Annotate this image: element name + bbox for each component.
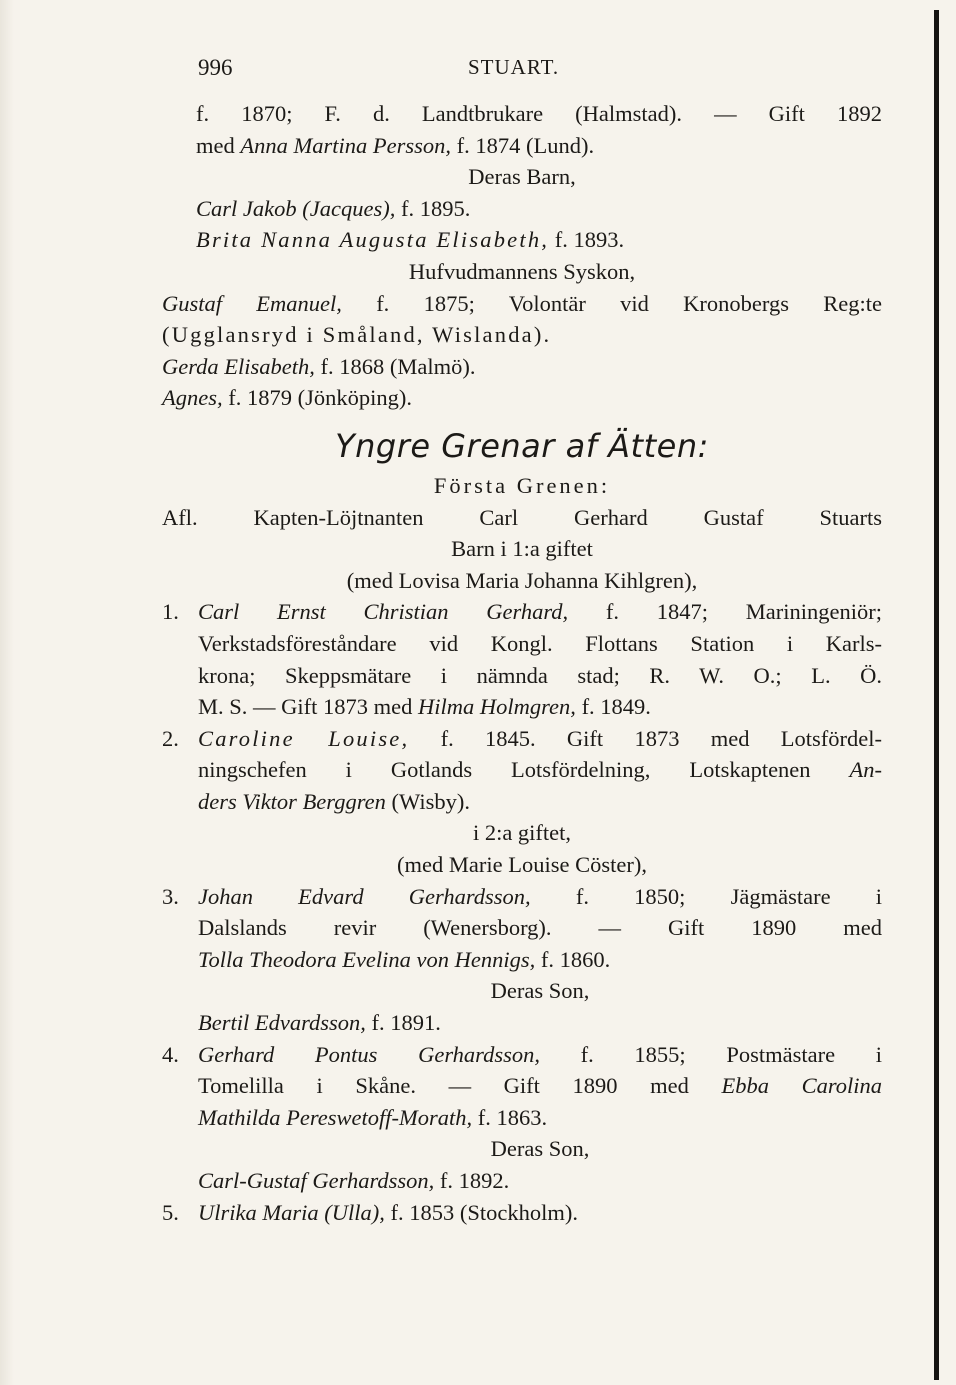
person-name: Caroline Louise,	[198, 725, 410, 751]
section-caption: (med Lovisa Maria Johanna Kihlgren),	[346, 567, 698, 593]
line-text: f. 1863.	[472, 1104, 548, 1130]
text-line	[162, 288, 882, 320]
text-line	[198, 786, 882, 818]
text-line	[162, 565, 882, 597]
line-text: f. 1853 (Stockholm).	[384, 1199, 578, 1225]
text-line	[162, 849, 882, 881]
line-text: M. S. — Gift 1873 med	[198, 694, 419, 720]
text-line	[162, 98, 882, 130]
person-name: Johan Edvard Gerhardsson,	[198, 883, 531, 909]
line-text: f. 1868 (Malmö).	[314, 353, 476, 379]
line-text: f. 1847; Mariningeniör;	[568, 599, 882, 625]
text-line	[162, 502, 882, 534]
text-line	[198, 975, 882, 1007]
line-text: f. 1891.	[365, 1010, 441, 1036]
person-name: Carl Jakob (Jacques),	[196, 195, 396, 221]
line-text: f. 1850; Jägmästare i	[530, 883, 882, 909]
line-text: f. 1879 (Jönköping).	[222, 385, 412, 411]
entry-number: 4.	[162, 1041, 179, 1067]
person-name: Carl Ernst Christian Gerhard,	[198, 599, 569, 625]
line-text: f. 1892.	[434, 1168, 510, 1193]
line-text: krona; Skeppsmätare i nämnda stad; R. W. O.; L. Ö.	[198, 662, 882, 688]
line-text: f. 1874 (Lund).	[451, 132, 595, 158]
running-head: STUART.	[468, 55, 560, 79]
person-name: Gerda Elisabeth,	[162, 353, 315, 379]
person-name: Ulrika Maria (Ulla),	[198, 1199, 385, 1225]
person-name: Bertil Edvardsson,	[198, 1010, 366, 1036]
section-caption: Deras Son,	[490, 978, 590, 1004]
person-name: Tolla Theodora Evelina von Hennigs,	[198, 946, 536, 972]
section-caption: Deras Barn,	[468, 164, 576, 190]
text-line	[162, 881, 882, 913]
entry-number: 1.	[162, 599, 179, 625]
line-text: (Ugglansryd i Småland, Wislanda).	[162, 322, 552, 348]
text-line	[162, 382, 882, 414]
text-line	[198, 912, 882, 944]
text-line	[162, 130, 882, 162]
page-header	[198, 52, 846, 98]
line-text: f. 1870; F. d. Landtbrukare (Halmstad). — Gift 1892	[196, 101, 882, 126]
text-line	[198, 1133, 882, 1165]
text-line	[198, 1102, 882, 1134]
page-binding-rule	[934, 10, 939, 1380]
text-line	[162, 596, 882, 628]
text-line	[162, 533, 882, 565]
person-name: Gustaf Emanuel,	[162, 290, 342, 316]
section-caption: (med Marie Louise Cöster),	[397, 852, 647, 878]
person-name: An-	[849, 757, 882, 783]
person-name: Brita Nanna Augusta Elisabeth,	[196, 227, 550, 253]
person-name: Ebba Carolina	[721, 1073, 882, 1099]
entry-1	[162, 596, 882, 722]
entry-number: 3.	[162, 883, 179, 909]
entry-4	[162, 1039, 882, 1197]
text-line	[198, 1165, 882, 1197]
line-text: f. 1860.	[535, 946, 611, 972]
text-line	[162, 351, 882, 383]
line-text: Afl. Kapten-Löjtnanten Carl Gerhard Gustaf Stuarts	[162, 504, 882, 530]
text-line	[198, 628, 882, 660]
section-caption: Hufvudmannens Syskon,	[408, 258, 636, 284]
line-text: med	[196, 132, 241, 158]
person-name: Hilma Holmgren,	[418, 694, 576, 720]
section-caption: Barn i 1:a giftet	[451, 536, 593, 562]
person-name: Carl-Gustaf Gerhardsson,	[198, 1168, 435, 1193]
text-line	[162, 193, 882, 225]
text-line	[198, 1070, 882, 1102]
text-line	[198, 944, 882, 976]
line-text: f. 1845. Gift 1873 med Lotsfördel-	[409, 725, 882, 751]
line-text: f. 1895.	[395, 195, 471, 221]
text-line	[162, 161, 882, 193]
text-line	[162, 1039, 882, 1071]
person-name: Anna Martina Persson,	[240, 132, 451, 158]
text-line	[198, 660, 882, 692]
section-heading: Yngre Grenar af Ätten:	[335, 426, 709, 465]
text-line	[162, 319, 882, 351]
entry-number: 5.	[162, 1199, 179, 1225]
line-text: f. 1849.	[575, 694, 651, 720]
section-caption: i 2:a giftet,	[472, 820, 572, 846]
section-caption: Deras Son,	[490, 1136, 590, 1162]
line-text: Verkstadsföreståndare vid Kongl. Flottans Station i Karls-	[198, 630, 882, 656]
person-name: ders Viktor Berggren	[198, 788, 386, 814]
line-text: (Wisby).	[385, 788, 470, 814]
text-line	[198, 754, 882, 786]
text-line	[198, 691, 882, 723]
entry-5	[162, 1197, 882, 1229]
person-name: Agnes,	[162, 385, 223, 411]
text-line	[198, 1007, 882, 1039]
entry-2	[162, 723, 882, 818]
person-name: Gerhard Pontus Gerhardsson,	[198, 1041, 540, 1067]
page-number: 996	[198, 55, 233, 80]
person-name: Mathilda Pereswetoff-Morath,	[198, 1104, 473, 1130]
text-line	[162, 256, 882, 288]
line-text: f. 1875; Volontär vid Kronobergs Reg:te	[341, 290, 882, 316]
book-page	[162, 52, 882, 1228]
text-line	[162, 1197, 882, 1229]
subsection-heading: Första Grenen:	[433, 472, 611, 498]
line-text: f. 1855; Postmästare i	[539, 1041, 882, 1067]
text-line	[162, 817, 882, 849]
entry-number: 2.	[162, 725, 179, 751]
line-text: Dalslands revir (Wenersborg). — Gift 1890 med	[198, 915, 882, 941]
text-line	[162, 723, 882, 755]
scan-edge	[0, 0, 14, 1385]
line-text: ningschefen i Gotlands Lotsfördelning, Lotskaptenen	[198, 757, 850, 783]
entry-3	[162, 881, 882, 1039]
text-line	[162, 224, 882, 256]
line-text: f. 1893.	[549, 227, 625, 253]
line-text: Tomelilla i Skåne. — Gift 1890 med	[198, 1073, 722, 1099]
